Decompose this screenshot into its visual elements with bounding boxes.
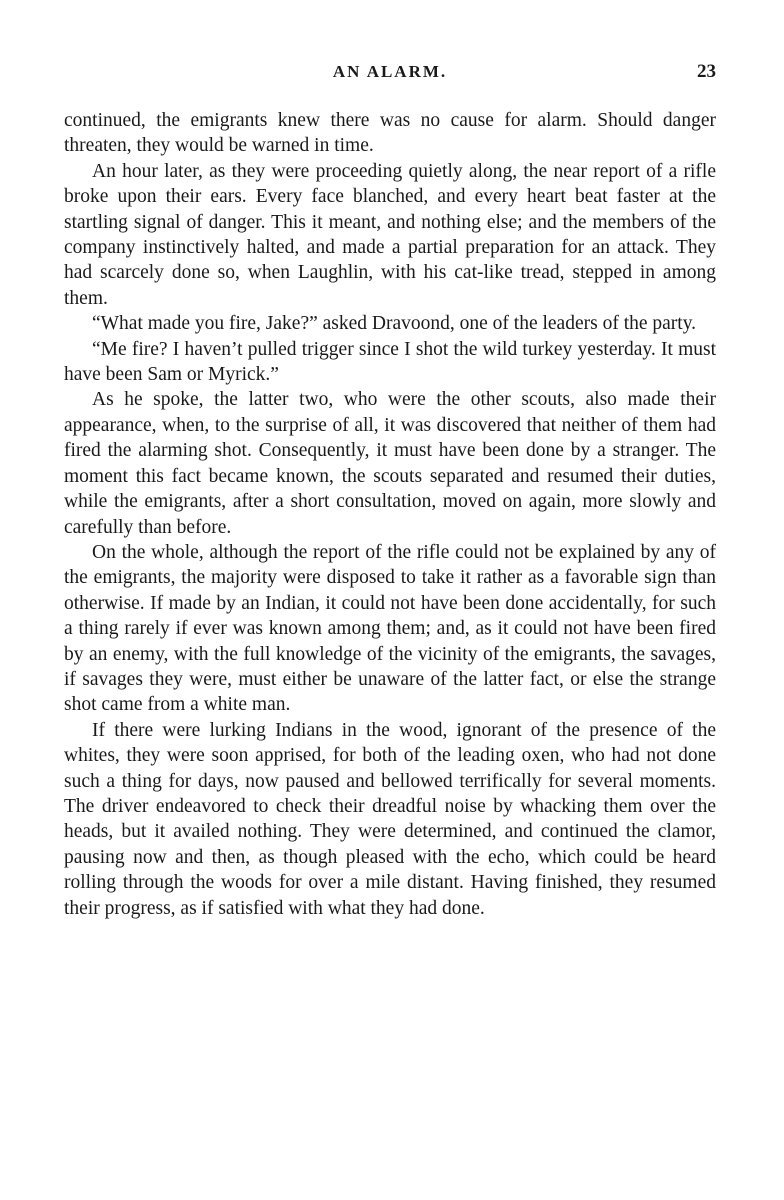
paragraph: “Me fire? I haven’t pulled trigger since I shot the wild turkey yesterday. It must have been Sam or Myrick.” (64, 338, 716, 386)
paragraph: If there were lurking Indians in the wood, ignorant of the presence of the whites, they were soon apprised, for both of the leading oxen, who had not done such a thing for days, now paused and bellowed terrifically for several moments. The driver endeavored to check their dreadful noise by whacking them over the heads, but it availed nothing. They were determined, and continued the clamor, pausing now and then, as though pleased with the echo, which could be heard rolling through the woods for over a mile distant. Having finished, they resumed their progress, as if satisfied with what they had done. (64, 719, 716, 919)
paragraph-continued: continued, the emigrants knew there was no cause for alarm. Should danger threaten, they would be warned in time. (64, 110, 716, 157)
body-text (64, 108, 716, 921)
paragraph: As he spoke, the latter two, who were the other scouts, also made their appearance, when, to the surprise of all, it was discovered that neither of them had fired the alarming shot. Consequently, it must have been done by a stranger. The moment this fact became known, the scouts separated and resumed their duties, while the emigrants, after a short consultation, moved on again, more slowly and carefully than before. (64, 389, 716, 538)
page-number: 23 (697, 61, 716, 82)
running-head (64, 60, 716, 84)
paragraph: On the whole, although the report of the rifle could not be explained by any of the emigrants, the majority were disposed to take it rather as a favorable sign than otherwise. If made by an Indian, it could not have been done accidentally, for such a thing rarely if ever was known among them; and, as it could not have been fired by an enemy, with the full knowledge of the vicinity of the emigrants, the savages, if savages they were, must either be unaware of the latter fact, or else the strange shot came from a white man. (64, 541, 716, 716)
running-title: AN ALARM. (332, 62, 448, 81)
paragraph: “What made you fire, Jake?” asked Dravoond, one of the leaders of the party. (92, 313, 697, 335)
paragraph: An hour later, as they were proceeding quietly along, the near report of a rifle broke upon their ears. Every face blanched, and every heart beat faster at the startling signal of danger. This it meant, and nothing else; and the members of the company instinctively halted, and made a partial preparation for an attack. They had scarcely done so, when Laughlin, with his cat-like tread, stepped in among them. (64, 160, 716, 309)
